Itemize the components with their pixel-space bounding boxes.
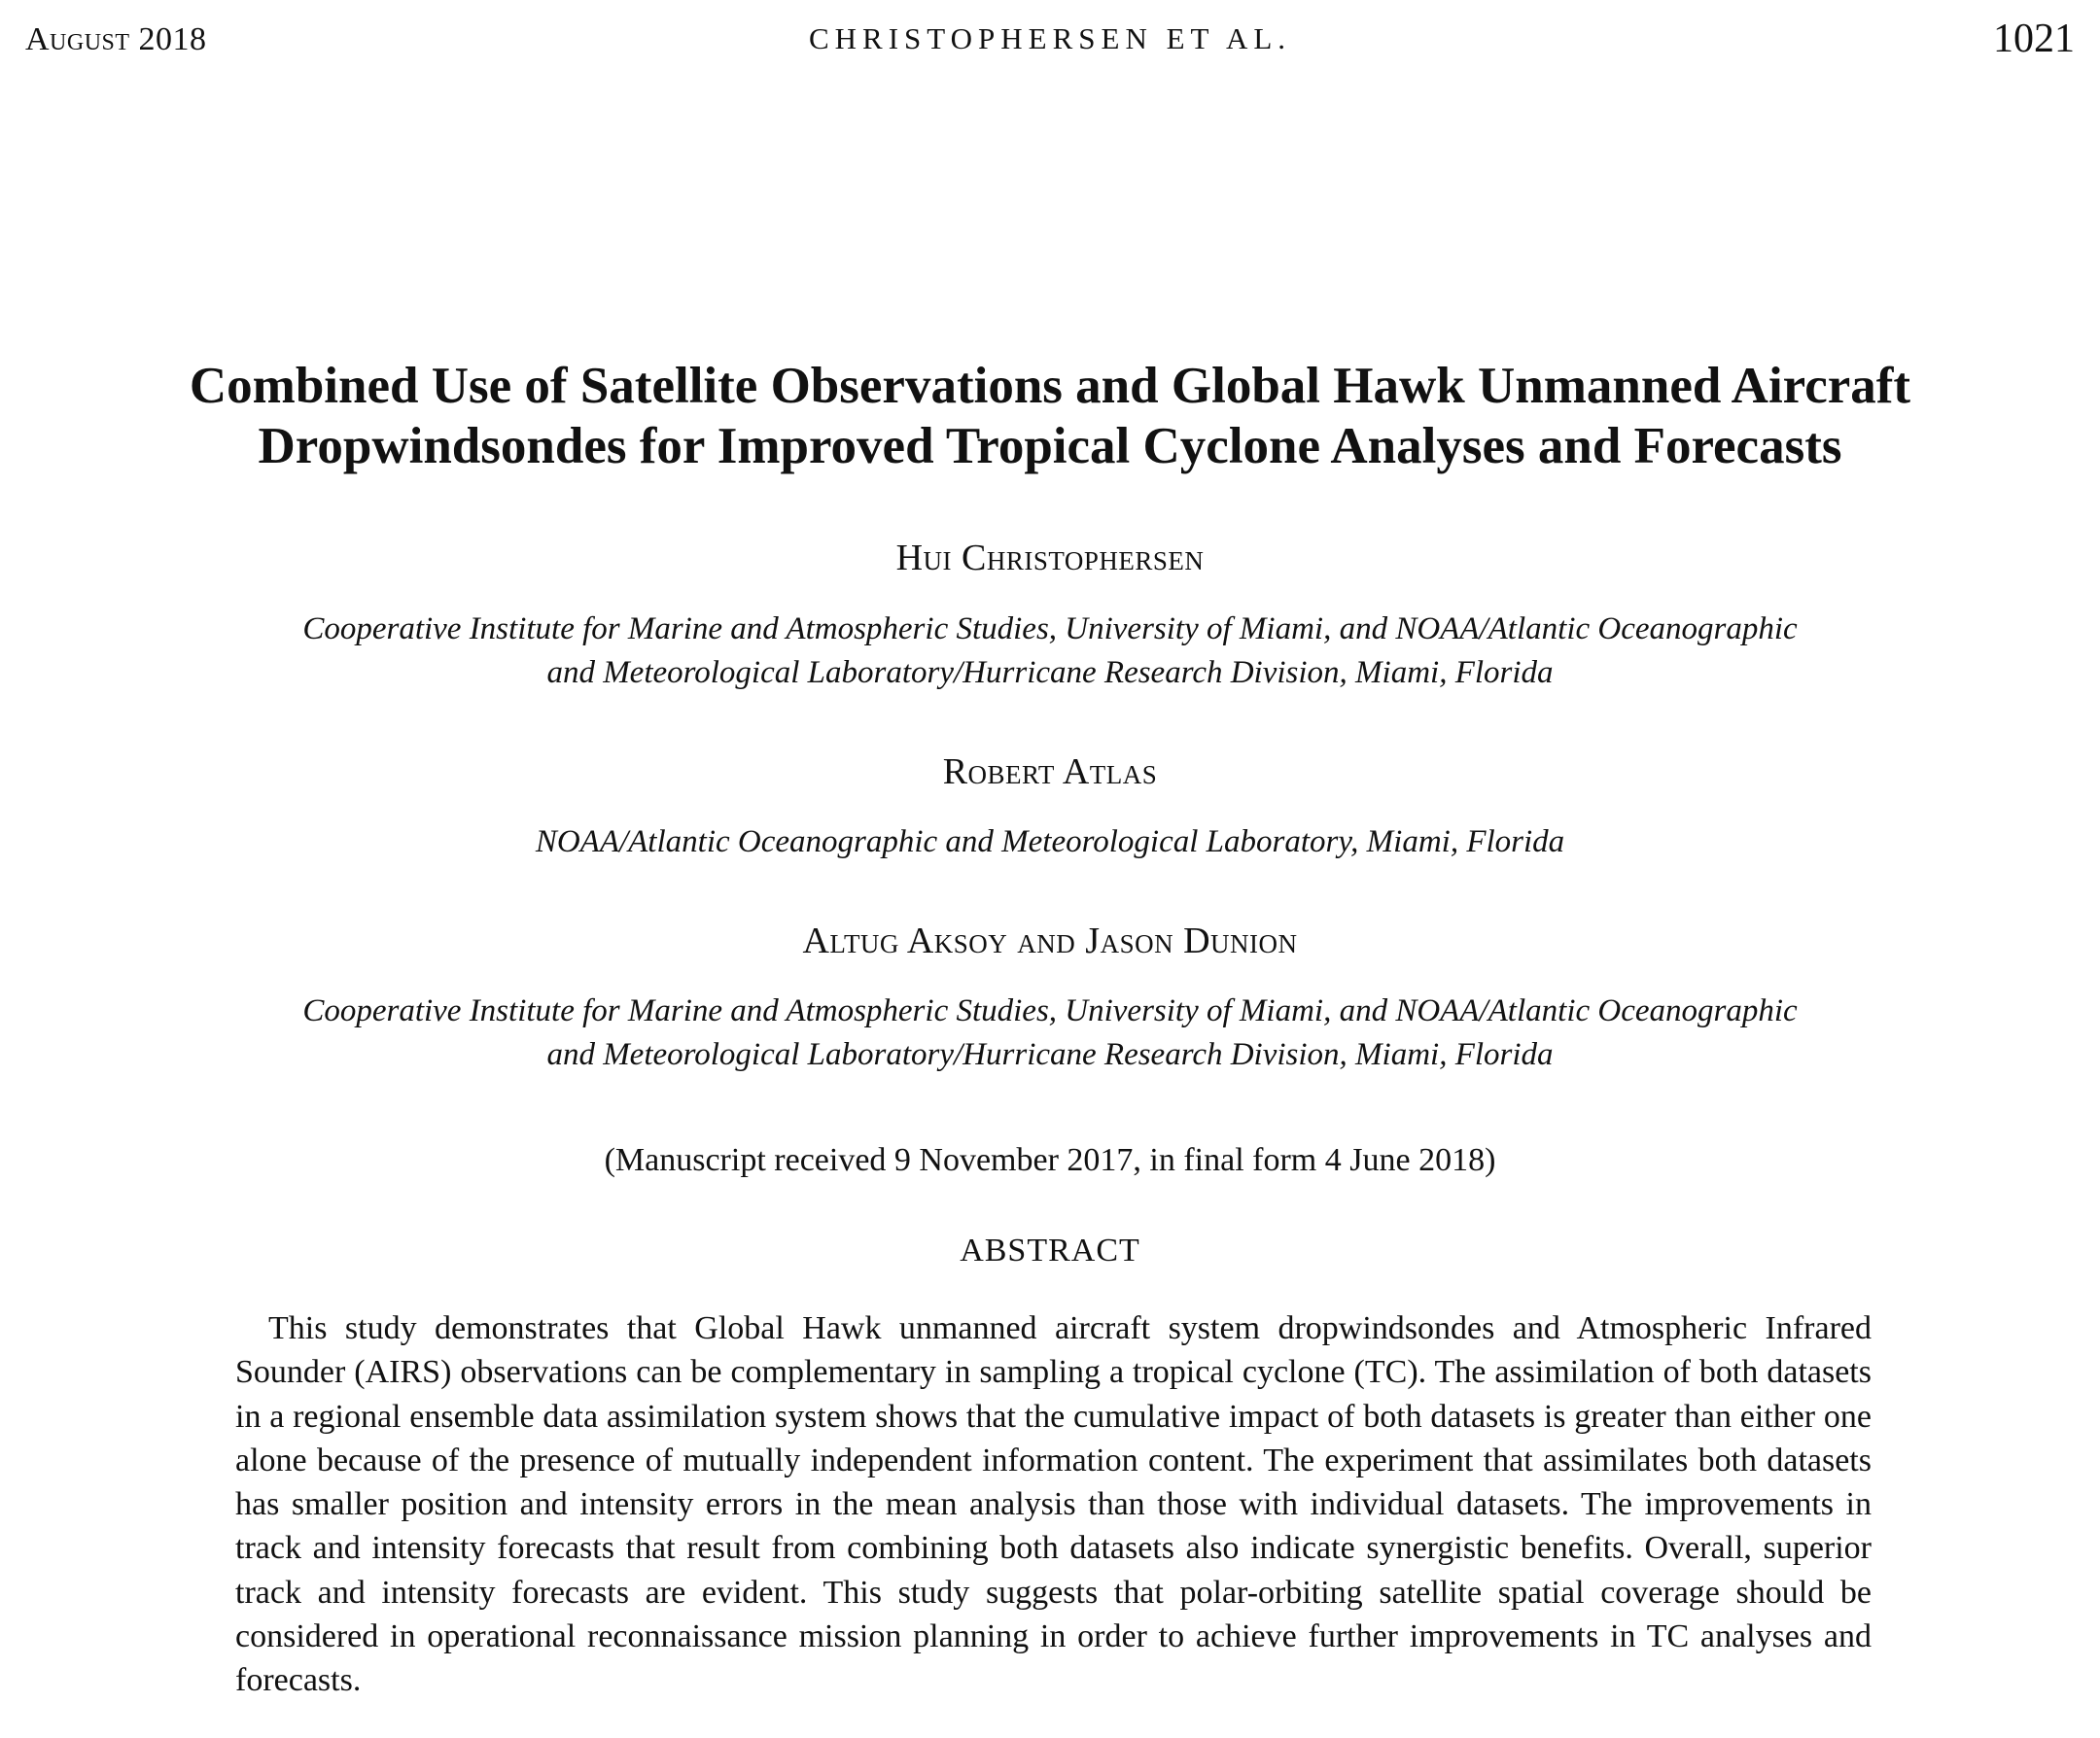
author-affiliation-1 <box>97 608 2003 695</box>
affiliation-1-line-2: and Meteorological Laboratory/Hurricane Research Division, Miami, Florida <box>546 655 1554 690</box>
affiliation-3-line-2: and Meteorological Laboratory/Hurricane Research Division, Miami, Florida <box>546 1037 1554 1072</box>
affiliation-3-line-1: Cooperative Institute for Marine and Atmospheric Studies, University of Miami, and NOAA/Atlantic Oceanographic <box>302 993 1798 1028</box>
running-head <box>25 16 2075 64</box>
paper-title-line-1: Combined Use of Satellite Observations and Global Hawk Unmanned Aircraft <box>189 358 1911 414</box>
manuscript-received: (Manuscript received 9 November 2017, in final form 4 June 2018) <box>604 1142 1496 1178</box>
paper-title <box>78 356 2022 476</box>
author-affiliation-3 <box>97 990 2003 1077</box>
abstract-body: This study demonstrates that Global Hawk unmanned aircraft system dropwindsondes and Atmospheric Infrared Sounder (AIRS) observations can be complementary in sampling a tropical cyclone (TC). The assimilation of both datasets in a regional ensemble data assimilation system shows that the cumulative impact of both datasets is greater than either one alone because of the presence of mutually independent information content. The experiment that assimilates both datasets has smaller position and intensity errors in the mean analysis than those with individual datasets. The improvements in track and intensity forecasts that result from combining both datasets also indicate synergistic benefits. Overall, superior track and intensity forecasts are evident. This study suggests that polar-orbiting satellite spatial coverage should be considered in operational reconnaissance mission planning in order to achieve further improvements in TC analyses and forecasts. <box>235 1310 1872 1699</box>
author-name-1: Hui Christophersen <box>895 538 1205 578</box>
running-head-date: August 2018 <box>25 21 207 57</box>
page-number: 1021 <box>1993 17 2075 61</box>
author-name-2: Robert Atlas <box>942 751 1158 792</box>
author-affiliation-2 <box>97 820 2003 864</box>
paper-title-line-2: Dropwindsondes for Improved Tropical Cyclone Analyses and Forecasts <box>258 418 1842 474</box>
affiliation-1-line-1: Cooperative Institute for Marine and Atmospheric Studies, University of Miami, and NOAA/Atlantic Oceanographic <box>302 611 1798 646</box>
affiliation-2-line-1: NOAA/Atlantic Oceanographic and Meteorological Laboratory, Miami, Florida <box>535 824 1565 859</box>
abstract-heading: ABSTRACT <box>960 1233 1140 1269</box>
author-name-3: Altug Aksoy and Jason Dunion <box>802 921 1298 961</box>
running-head-authors: CHRISTOPHERSEN ET AL. <box>808 21 1292 55</box>
